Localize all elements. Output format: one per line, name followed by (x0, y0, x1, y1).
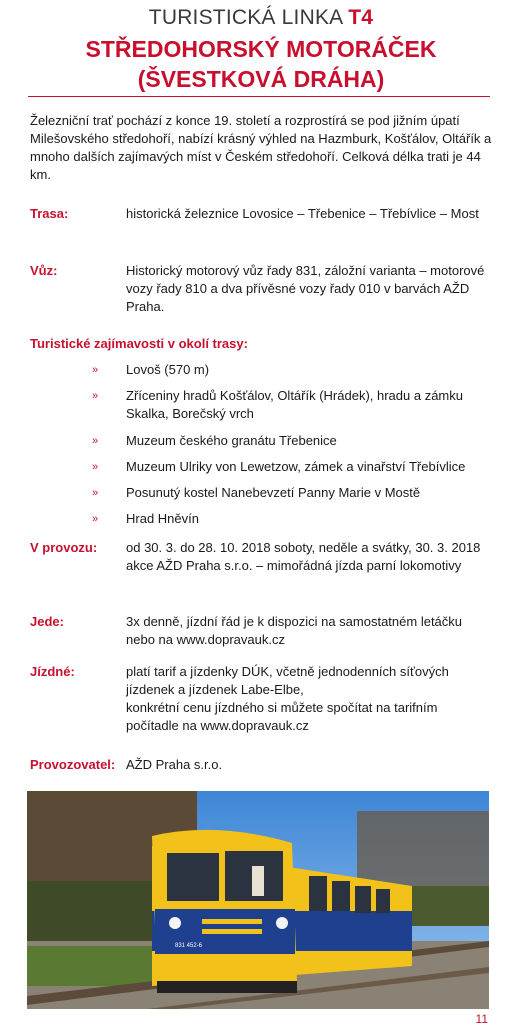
chevron-right-icon: » (92, 513, 99, 525)
train-photo (27, 791, 489, 1009)
chevron-right-icon: » (92, 390, 99, 402)
list-item: » Lovoš (570 m) (92, 362, 210, 377)
fare-value-line2: konkrétní cenu jízdného si můžete spočítat na tarifním počítadle na www.dopravauk.cz (126, 700, 438, 733)
chevron-right-icon: » (92, 364, 99, 376)
chevron-right-icon: » (92, 435, 99, 447)
operation-label: V provozu: (30, 540, 98, 555)
operator-value: AŽD Praha s.r.o. (126, 757, 223, 772)
page-number: 11 (475, 1012, 488, 1026)
list-item: » Posunutý kostel Nanebevzetí Panny Marie v Mostě (92, 485, 421, 500)
vehicle-label: Vůz: (30, 263, 58, 278)
list-item: » Muzeum českého granátu Třebenice (92, 433, 337, 448)
line-code: T4 (348, 6, 374, 29)
fare-value (126, 663, 492, 735)
intro-paragraph: Železniční trať pochází z konce 19. století a rozprostírá se pod jižním úpatí Milešovského středohoří, nabízí krásný výhled na Hazmburk, Košťálov, Oltářík a mnoho dalších zajímavých míst v Českém středohoří. Celková délka trati je 44 km. (30, 113, 492, 182)
route-value: historická železnice Lovosice – Třebenice – Třebívlice – Most (126, 206, 479, 221)
route-label: Trasa: (30, 206, 69, 221)
chevron-right-icon: » (92, 461, 99, 473)
runs-value: 3x denně, jízdní řád je k dispozici na samostatném letáčku nebo na www.dopravauk.cz (126, 614, 463, 647)
line-title-prefix: TURISTICKÁ LINKA (148, 6, 343, 29)
vehicle-value: Historický motorový vůz řady 831, záložní varianta – motorové vozy řady 810 a dva přívěsné vozy řady 010 v barvách AŽD Praha. (126, 263, 485, 314)
operation-value: od 30. 3. do 28. 10. 2018 soboty, neděle a svátky, 30. 3. 2018 akce AŽD Praha s.r.o. – mimořádná jízda parní lokomotivy (126, 540, 481, 573)
list-item: » Muzeum Ulriky von Lewetzow, zámek a vinařství Třebívlice (92, 459, 466, 474)
line-title (0, 6, 522, 30)
chevron-right-icon: » (92, 487, 99, 499)
list-item: » Hrad Hněvín (92, 511, 199, 526)
operator-label: Provozovatel: (30, 757, 116, 772)
list-item: » Zříceniny hradů Košťálov, Oltářík (Hrádek), hradu a zámku Skalka, Borečský vrch (92, 388, 463, 421)
page-subtitle: (ŠVESTKOVÁ DRÁHA) (137, 66, 385, 92)
train-number: 831 452-6 (175, 943, 203, 949)
attractions-label: Turistické zajímavosti v okolí trasy: (30, 336, 248, 351)
page-title: STŘEDOHORSKÝ MOTORÁČEK (85, 36, 437, 62)
fare-value-line1: platí tarif a jízdenky DÚK, včetně jednodenních síťových jízdenek a jízdenek Labe-Elbe, (126, 664, 449, 697)
runs-label: Jede: (30, 614, 64, 629)
title-divider (28, 96, 490, 97)
fare-label: Jízdné: (30, 664, 75, 679)
